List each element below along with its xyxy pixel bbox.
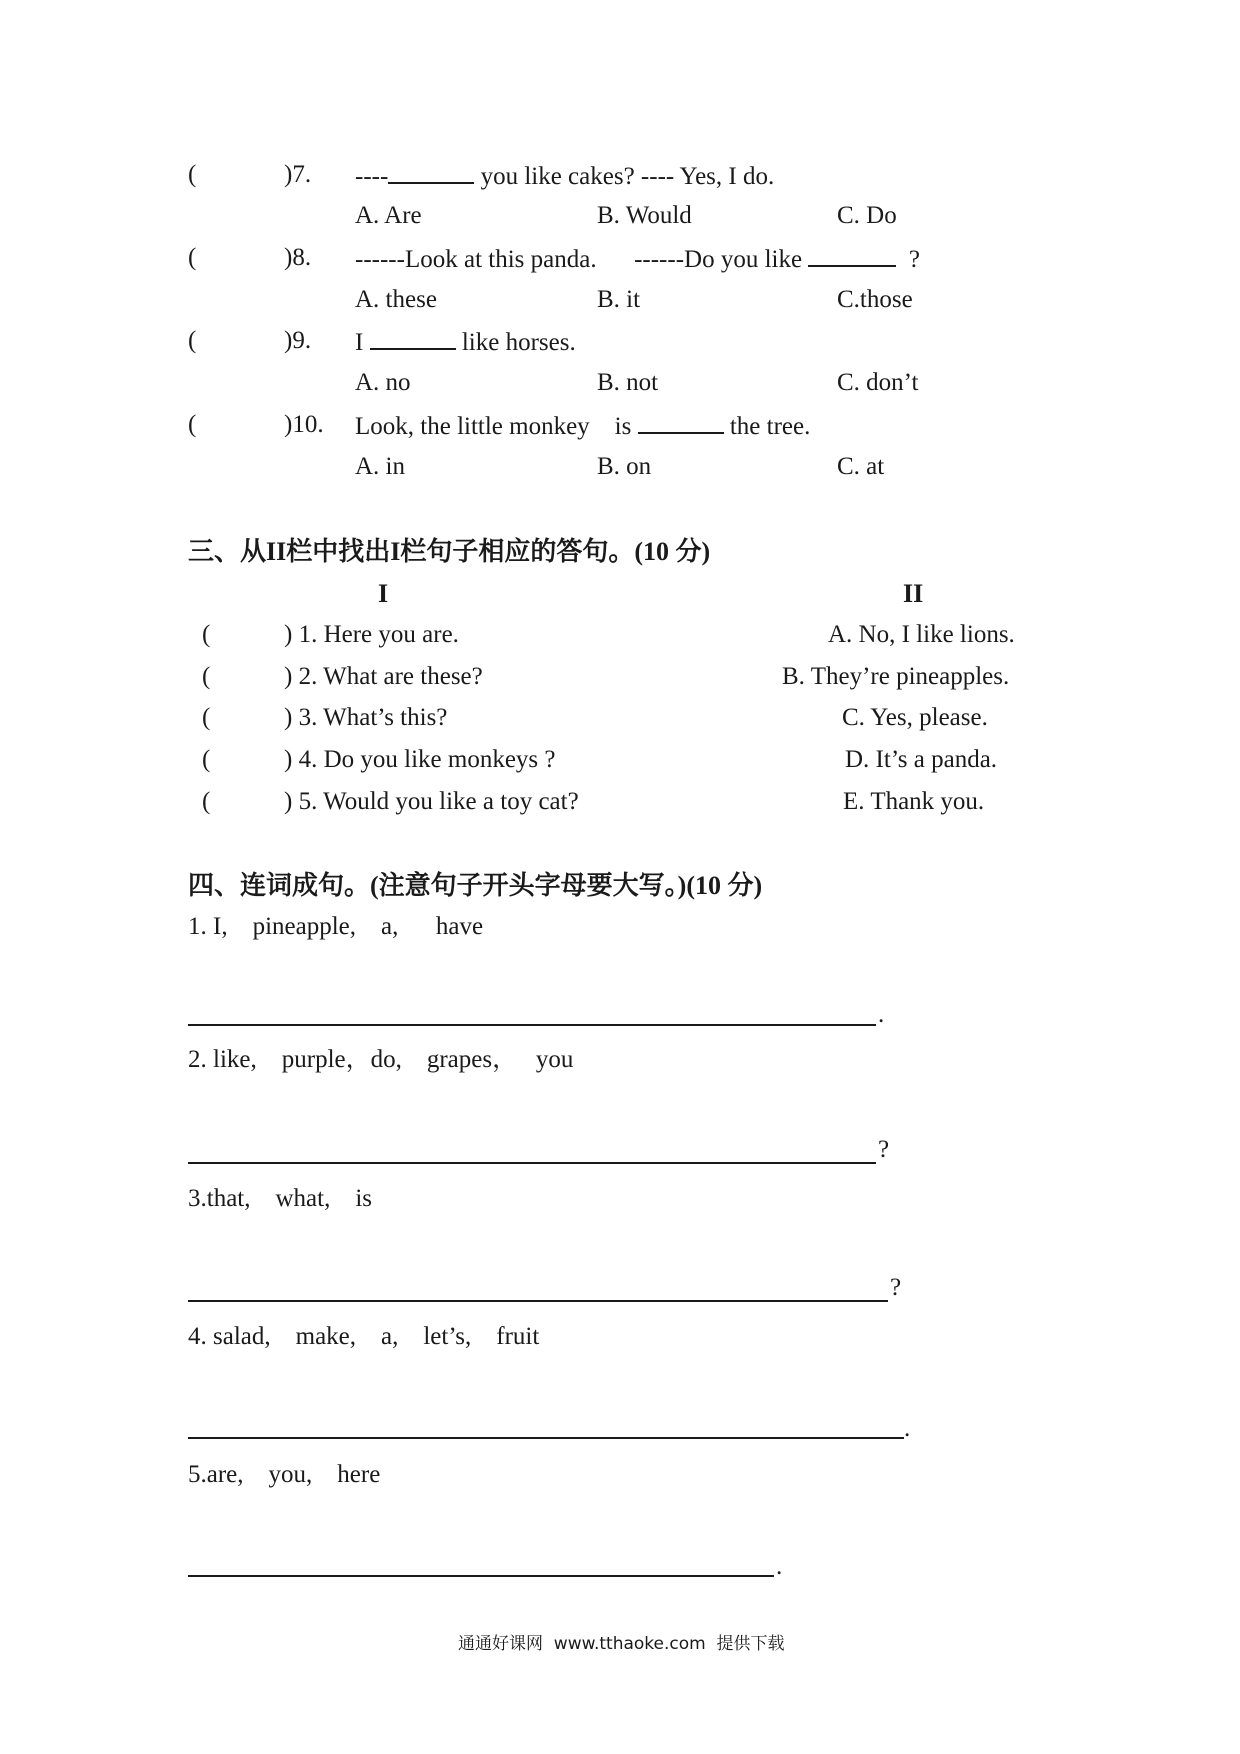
option-c: C.those: [837, 286, 913, 313]
answer-line[interactable]: [188, 1162, 876, 1164]
end-punctuation: .: [776, 1553, 783, 1580]
answer-paren: (: [202, 704, 211, 731]
option-c: C. at: [837, 453, 885, 480]
answer-line[interactable]: [188, 1437, 904, 1439]
option-b: B. it: [597, 286, 641, 313]
end-punctuation: ?: [890, 1274, 902, 1301]
option-b: B. not: [597, 369, 659, 396]
answer-line[interactable]: [188, 1575, 774, 1577]
option-c: C. Do: [837, 202, 897, 229]
question-stem: ------Look at this panda. ------Do you like ?: [355, 243, 920, 275]
answer-paren: (: [188, 161, 197, 188]
match-answer: B. They’re pineapples.: [782, 663, 1010, 690]
word-list: 5.are, you, here: [188, 1461, 381, 1488]
option-c: C. don’t: [837, 369, 919, 396]
question-number: )9.: [284, 327, 312, 354]
end-punctuation: .: [904, 1415, 911, 1442]
footer-source: 通通好课网 www.tthaoke.com 提供下载: [458, 1634, 785, 1654]
question-number: )10.: [284, 411, 324, 438]
option-a: A. Are: [355, 202, 422, 229]
question-number: )8.: [284, 244, 312, 271]
section-4-title: 四、连词成句。(注意句子开头字母要大写。)(10 分): [188, 871, 763, 900]
question-stem: Look, the little monkey is the tree.: [355, 410, 810, 442]
answer-paren: (: [188, 244, 197, 271]
end-punctuation: ?: [878, 1136, 890, 1163]
question-stem: ---- you like cakes? ---- Yes, I do.: [355, 160, 774, 192]
match-answer: D. It’s a panda.: [845, 746, 998, 773]
word-list: 2. like, purple，do, grapes， you: [188, 1046, 574, 1073]
section-3-title: 三、从II栏中找出I栏句子相应的答句。(10 分): [188, 537, 711, 566]
question-stem: I like horses.: [355, 326, 576, 358]
option-b: B. on: [597, 453, 652, 480]
answer-paren: (: [188, 411, 197, 438]
match-question: ) 3. What’s this?: [284, 704, 448, 731]
answer-paren: (: [188, 327, 197, 354]
word-list: 4. salad, make, a, let’s, fruit: [188, 1323, 540, 1350]
answer-paren: (: [202, 621, 211, 648]
answer-line[interactable]: [188, 1300, 888, 1302]
word-list: 1. I, pineapple, a, have: [188, 913, 484, 940]
question-number: )7.: [284, 161, 312, 188]
fill-blank[interactable]: [638, 410, 724, 434]
fill-blank[interactable]: [388, 160, 474, 184]
answer-line[interactable]: [188, 1024, 876, 1026]
option-a: A. in: [355, 453, 405, 480]
option-a: A. these: [355, 286, 437, 313]
answer-paren: (: [202, 663, 211, 690]
match-answer: E. Thank you.: [843, 788, 985, 815]
option-a: A. no: [355, 369, 411, 396]
answer-paren: (: [202, 788, 211, 815]
match-answer: A. No, I like lions.: [828, 621, 1015, 648]
fill-blank[interactable]: [808, 243, 896, 267]
answer-paren: (: [202, 746, 211, 773]
fill-blank[interactable]: [370, 326, 456, 350]
match-question: ) 4. Do you like monkeys ?: [284, 746, 556, 773]
match-question: ) 2. What are these?: [284, 663, 483, 690]
match-question: ) 1. Here you are.: [284, 621, 459, 648]
match-question: ) 5. Would you like a toy cat?: [284, 788, 579, 815]
column-2-header: II: [903, 579, 924, 608]
end-punctuation: .: [878, 1001, 885, 1028]
match-answer: C. Yes, please.: [842, 704, 988, 731]
word-list: 3.that, what, is: [188, 1185, 373, 1212]
option-b: B. Would: [597, 202, 692, 229]
column-1-header: I: [378, 579, 389, 608]
